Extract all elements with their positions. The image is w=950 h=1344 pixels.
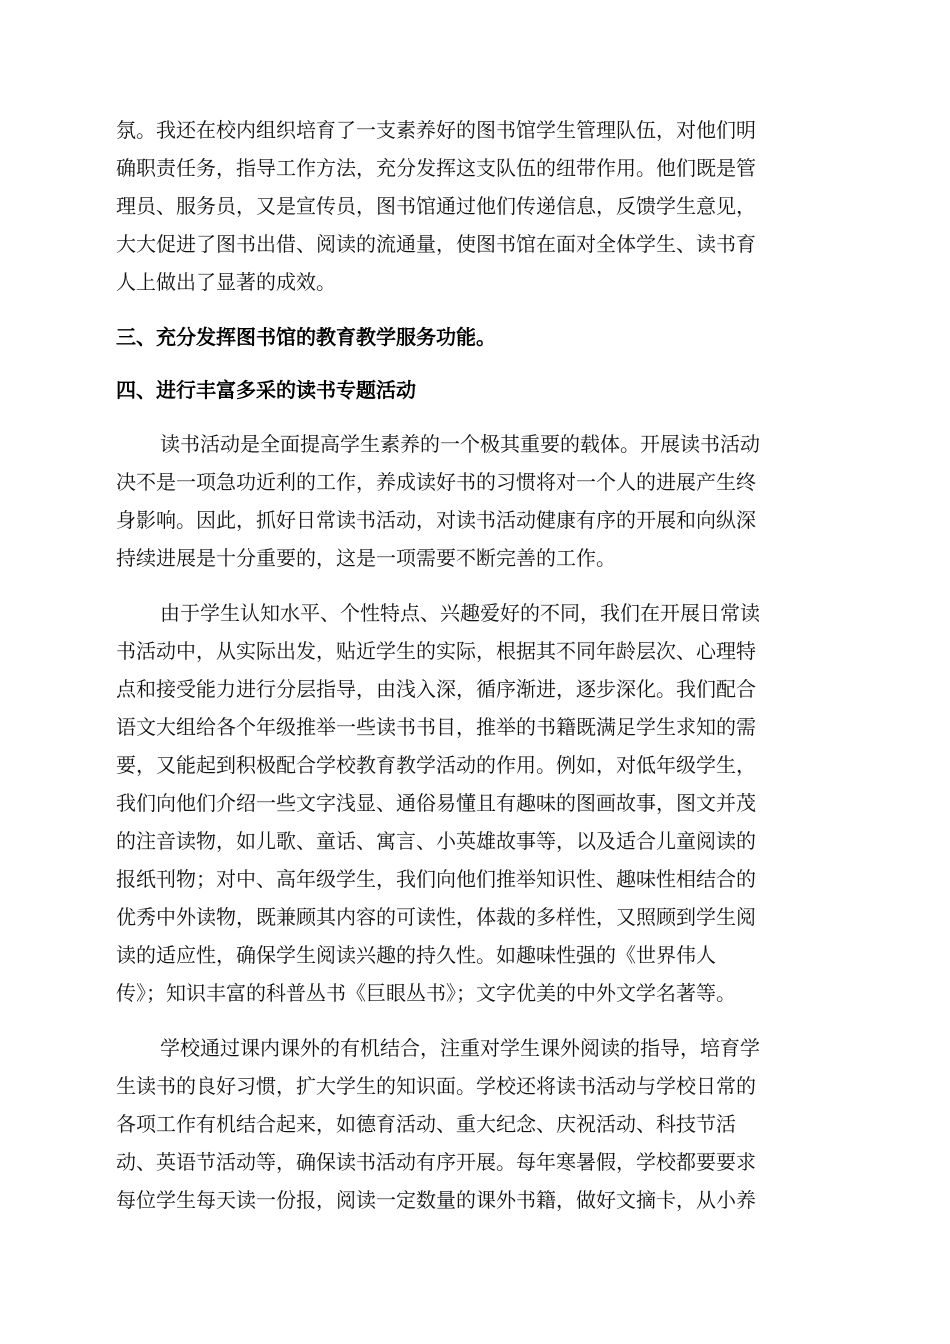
paragraph-2-line-1: 读书活动是全面提高学生素养的一个极其重要的载体。开展读书活动 (160, 432, 760, 456)
paragraph-3-line-9: 优秀中外读物，既兼顾其内容的可读性，体裁的多样性，又照顾到学生阅 (116, 905, 756, 929)
paragraph-4-line-2: 生读书的良好习惯，扩大学生的知识面。学校还将读书活动与学校日常的 (116, 1074, 756, 1098)
paragraph-3-line-5: 要，又能起到积极配合学校教育教学活动的作用。例如，对低年级学生， (116, 753, 756, 777)
paragraph-4-line-4: 动、英语节活动等，确保读书活动有序开展。每年寒暑假，学校都要要求 (116, 1150, 756, 1174)
paragraph-1-line-4: 大大促进了图书出借、阅读的流通量，使图书馆在面对全体学生、读书育 (116, 232, 756, 256)
section-heading-3: 三、充分发挥图书馆的教育教学服务功能。 (116, 325, 496, 349)
paragraph-4-line-5: 每位学生每天读一份报，阅读一定数量的课外书籍，做好文摘卡，从小养 (116, 1188, 756, 1212)
paragraph-1-line-2: 确职责任务，指导工作方法，充分发挥这支队伍的纽带作用。他们既是管 (116, 156, 756, 180)
paragraph-3-line-6: 我们向他们介绍一些文字浅显、通俗易懂且有趣味的图画故事，图文并茂 (116, 791, 756, 815)
paragraph-2-line-2: 决不是一项急功近利的工作，养成读好书的习惯将对一个人的进展产生终 (116, 470, 756, 494)
paragraph-4-line-3: 各项工作有机结合起来，如德育活动、重大纪念、庆祝活动、科技节活 (116, 1112, 736, 1136)
paragraph-3-line-3: 点和接受能力进行分层指导，由浅入深，循序渐进，逐步深化。我们配合 (116, 677, 756, 701)
paragraph-2-line-3: 身影响。因此，抓好日常读书活动，对读书活动健康有序的开展和向纵深 (116, 508, 756, 532)
paragraph-3-line-1: 由于学生认知水平、个性特点、兴趣爱好的不同，我们在开展日常读 (160, 601, 760, 625)
paragraph-3-line-11: 传》；知识丰富的科普丛书《巨眼丛书》；文字优美的中外文学名著等。 (116, 981, 736, 1005)
paragraph-3-line-7: 的注音读物，如儿歌、童话、寓言、小英雄故事等，以及适合儿童阅读的 (116, 829, 756, 853)
paragraph-3-line-4: 语文大组给各个年级推举一些读书书目，推举的书籍既满足学生求知的需 (116, 715, 756, 739)
paragraph-1-line-3: 理员、服务员，又是宣传员，图书馆通过他们传递信息，反馈学生意见， (116, 194, 756, 218)
paragraph-1-line-5: 人上做出了显著的成效。 (116, 270, 336, 294)
section-heading-4: 四、进行丰富多采的读书专题活动 (116, 378, 416, 402)
paragraph-3-line-8: 报纸刊物；对中、高年级学生，我们向他们推举知识性、趣味性相结合的 (116, 867, 756, 891)
paragraph-3-line-10: 读的适应性，确保学生阅读兴趣的持久性。如趣味性强的《世界伟人 (116, 943, 716, 967)
paragraph-4-line-1: 学校通过课内课外的有机结合，注重对学生课外阅读的指导，培育学 (160, 1036, 760, 1060)
paragraph-3-line-2: 书活动中，从实际出发，贴近学生的实际，根据其不同年龄层次、心理特 (116, 639, 756, 663)
paragraph-1-line-1: 氛。我还在校内组织培育了一支素养好的图书馆学生管理队伍，对他们明 (116, 118, 756, 142)
paragraph-2-line-4: 持续进展是十分重要的，这是一项需要不断完善的工作。 (116, 546, 616, 570)
